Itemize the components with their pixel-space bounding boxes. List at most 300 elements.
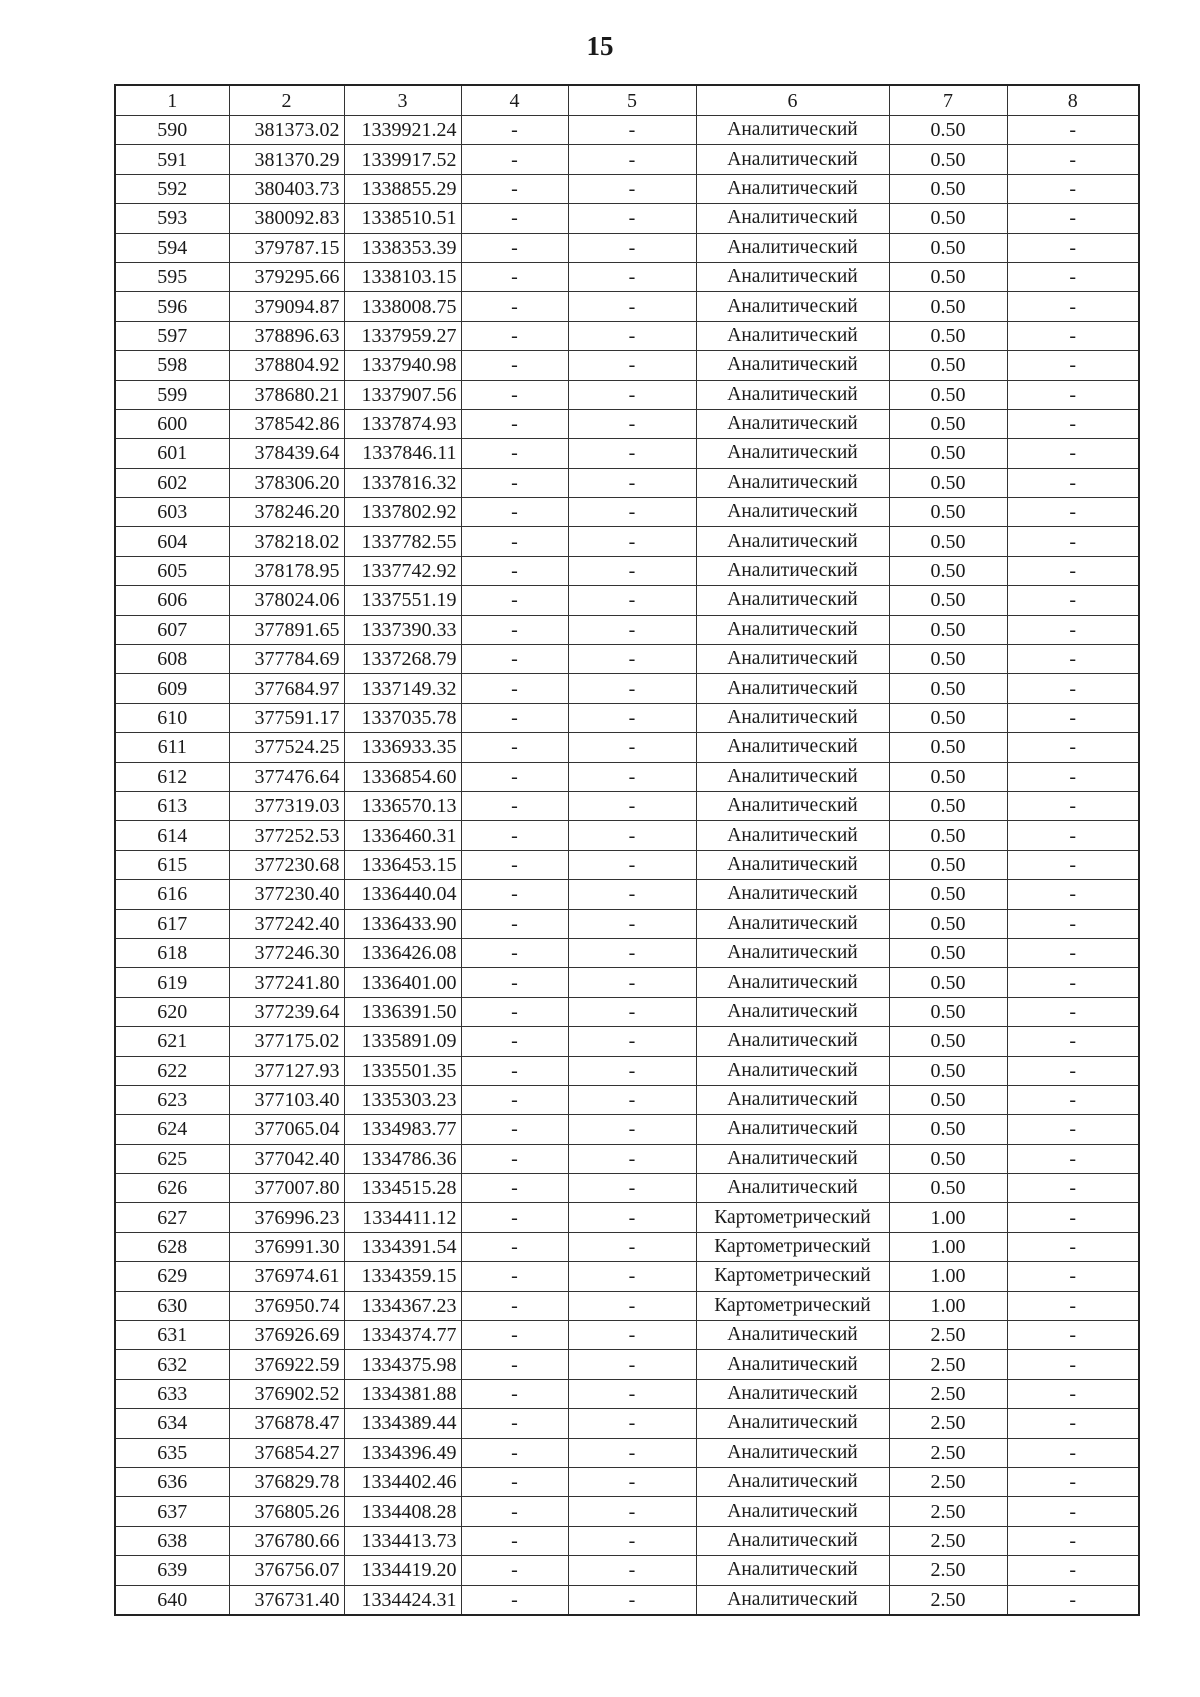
table-row bbox=[115, 880, 1139, 909]
coord-y-cell: 1338008.75 bbox=[344, 292, 461, 321]
accuracy-cell: 0.50 bbox=[889, 174, 1007, 203]
col-8-cell: - bbox=[1007, 615, 1139, 644]
coord-y-cell: 1337802.92 bbox=[344, 498, 461, 527]
col-8-cell: - bbox=[1007, 174, 1139, 203]
col-8-cell: - bbox=[1007, 527, 1139, 556]
coord-y-cell: 1337874.93 bbox=[344, 409, 461, 438]
method-cell: Аналитический bbox=[696, 1556, 889, 1585]
method-cell: Аналитический bbox=[696, 233, 889, 262]
accuracy-cell: 2.50 bbox=[889, 1321, 1007, 1350]
col-5-cell: - bbox=[568, 439, 696, 468]
accuracy-cell: 0.50 bbox=[889, 204, 1007, 233]
method-cell: Аналитический bbox=[696, 674, 889, 703]
point-number-cell: 639 bbox=[115, 1556, 229, 1585]
coord-x-cell: 377684.97 bbox=[229, 674, 344, 703]
col-4-cell: - bbox=[461, 1056, 568, 1085]
coord-x-cell: 376991.30 bbox=[229, 1232, 344, 1261]
table-row bbox=[115, 1085, 1139, 1114]
col-4-cell: - bbox=[461, 762, 568, 791]
accuracy-cell: 0.50 bbox=[889, 850, 1007, 879]
coord-x-cell: 377242.40 bbox=[229, 909, 344, 938]
table-row bbox=[115, 762, 1139, 791]
coord-y-cell: 1337940.98 bbox=[344, 351, 461, 380]
col-8-cell: - bbox=[1007, 1144, 1139, 1173]
col-5-cell: - bbox=[568, 791, 696, 820]
coord-x-cell: 377252.53 bbox=[229, 821, 344, 850]
coord-y-cell: 1337846.11 bbox=[344, 439, 461, 468]
point-number-cell: 595 bbox=[115, 262, 229, 291]
col-5-cell: - bbox=[568, 204, 696, 233]
coord-x-cell: 376974.61 bbox=[229, 1262, 344, 1291]
col-4-cell: - bbox=[461, 1556, 568, 1585]
accuracy-cell: 0.50 bbox=[889, 468, 1007, 497]
table-row bbox=[115, 733, 1139, 762]
accuracy-cell: 0.50 bbox=[889, 997, 1007, 1026]
method-cell: Аналитический bbox=[696, 527, 889, 556]
method-cell: Аналитический bbox=[696, 1115, 889, 1144]
table-row bbox=[115, 1467, 1139, 1496]
method-cell: Аналитический bbox=[696, 145, 889, 174]
col-4-cell: - bbox=[461, 880, 568, 909]
point-number-cell: 628 bbox=[115, 1232, 229, 1261]
col-5-cell: - bbox=[568, 703, 696, 732]
coord-x-cell: 377784.69 bbox=[229, 645, 344, 674]
accuracy-cell: 0.50 bbox=[889, 233, 1007, 262]
col-5-cell: - bbox=[568, 468, 696, 497]
table-row bbox=[115, 292, 1139, 321]
point-number-cell: 622 bbox=[115, 1056, 229, 1085]
point-number-cell: 623 bbox=[115, 1085, 229, 1114]
coord-y-cell: 1335303.23 bbox=[344, 1085, 461, 1114]
table-row bbox=[115, 938, 1139, 967]
coord-y-cell: 1337742.92 bbox=[344, 556, 461, 585]
col-5-cell: - bbox=[568, 380, 696, 409]
point-number-cell: 617 bbox=[115, 909, 229, 938]
point-number-cell: 592 bbox=[115, 174, 229, 203]
method-cell: Аналитический bbox=[696, 821, 889, 850]
coord-y-cell: 1337782.55 bbox=[344, 527, 461, 556]
table-row bbox=[115, 1144, 1139, 1173]
col-4-cell: - bbox=[461, 1144, 568, 1173]
method-cell: Аналитический bbox=[696, 262, 889, 291]
accuracy-cell: 0.50 bbox=[889, 674, 1007, 703]
col-5-cell: - bbox=[568, 409, 696, 438]
coord-x-cell: 378439.64 bbox=[229, 439, 344, 468]
accuracy-cell: 0.50 bbox=[889, 909, 1007, 938]
accuracy-cell: 0.50 bbox=[889, 938, 1007, 967]
col-8-cell: - bbox=[1007, 880, 1139, 909]
col-8-cell: - bbox=[1007, 586, 1139, 615]
method-cell: Аналитический bbox=[696, 409, 889, 438]
table-row bbox=[115, 703, 1139, 732]
col-4-cell: - bbox=[461, 1526, 568, 1555]
accuracy-cell: 0.50 bbox=[889, 439, 1007, 468]
coord-y-cell: 1336460.31 bbox=[344, 821, 461, 850]
method-cell: Аналитический bbox=[696, 1056, 889, 1085]
table-row bbox=[115, 821, 1139, 850]
method-cell: Аналитический bbox=[696, 880, 889, 909]
table-row bbox=[115, 909, 1139, 938]
point-number-cell: 625 bbox=[115, 1144, 229, 1173]
point-number-cell: 602 bbox=[115, 468, 229, 497]
coord-x-cell: 378542.86 bbox=[229, 409, 344, 438]
col-4-cell: - bbox=[461, 1438, 568, 1467]
col-8-cell: - bbox=[1007, 1350, 1139, 1379]
method-cell: Аналитический bbox=[696, 1085, 889, 1114]
col-5-cell: - bbox=[568, 1115, 696, 1144]
column-header-6: 6 bbox=[696, 85, 889, 116]
coord-y-cell: 1338855.29 bbox=[344, 174, 461, 203]
col-5-cell: - bbox=[568, 880, 696, 909]
col-8-cell: - bbox=[1007, 1467, 1139, 1496]
coord-x-cell: 376950.74 bbox=[229, 1291, 344, 1320]
accuracy-cell: 0.50 bbox=[889, 498, 1007, 527]
method-cell: Аналитический bbox=[696, 498, 889, 527]
method-cell: Аналитический bbox=[696, 292, 889, 321]
accuracy-cell: 1.00 bbox=[889, 1262, 1007, 1291]
table-row bbox=[115, 997, 1139, 1026]
col-5-cell: - bbox=[568, 1203, 696, 1232]
point-number-cell: 633 bbox=[115, 1379, 229, 1408]
point-number-cell: 637 bbox=[115, 1497, 229, 1526]
coord-y-cell: 1335501.35 bbox=[344, 1056, 461, 1085]
method-cell: Аналитический bbox=[696, 204, 889, 233]
method-cell: Аналитический bbox=[696, 174, 889, 203]
accuracy-cell: 0.50 bbox=[889, 733, 1007, 762]
table-row bbox=[115, 1585, 1139, 1615]
method-cell: Картометрический bbox=[696, 1232, 889, 1261]
column-header-7: 7 bbox=[889, 85, 1007, 116]
coord-y-cell: 1334359.15 bbox=[344, 1262, 461, 1291]
point-number-cell: 607 bbox=[115, 615, 229, 644]
accuracy-cell: 0.50 bbox=[889, 527, 1007, 556]
col-5-cell: - bbox=[568, 116, 696, 145]
method-cell: Аналитический bbox=[696, 733, 889, 762]
col-8-cell: - bbox=[1007, 791, 1139, 820]
accuracy-cell: 0.50 bbox=[889, 409, 1007, 438]
coord-x-cell: 381370.29 bbox=[229, 145, 344, 174]
col-4-cell: - bbox=[461, 527, 568, 556]
method-cell: Аналитический bbox=[696, 1467, 889, 1496]
col-5-cell: - bbox=[568, 1497, 696, 1526]
col-5-cell: - bbox=[568, 850, 696, 879]
table-row bbox=[115, 233, 1139, 262]
col-4-cell: - bbox=[461, 821, 568, 850]
accuracy-cell: 2.50 bbox=[889, 1438, 1007, 1467]
point-number-cell: 596 bbox=[115, 292, 229, 321]
accuracy-cell: 0.50 bbox=[889, 1085, 1007, 1114]
column-header-8: 8 bbox=[1007, 85, 1139, 116]
method-cell: Аналитический bbox=[696, 1321, 889, 1350]
accuracy-cell: 1.00 bbox=[889, 1291, 1007, 1320]
table-row bbox=[115, 1438, 1139, 1467]
point-number-cell: 629 bbox=[115, 1262, 229, 1291]
coord-y-cell: 1337816.32 bbox=[344, 468, 461, 497]
coord-x-cell: 376756.07 bbox=[229, 1556, 344, 1585]
point-number-cell: 640 bbox=[115, 1585, 229, 1615]
coord-x-cell: 376922.59 bbox=[229, 1350, 344, 1379]
table-row bbox=[115, 1526, 1139, 1555]
col-4-cell: - bbox=[461, 1115, 568, 1144]
table-row bbox=[115, 1262, 1139, 1291]
col-4-cell: - bbox=[461, 938, 568, 967]
method-cell: Аналитический bbox=[696, 1409, 889, 1438]
accuracy-cell: 0.50 bbox=[889, 321, 1007, 350]
accuracy-cell: 0.50 bbox=[889, 351, 1007, 380]
accuracy-cell: 0.50 bbox=[889, 821, 1007, 850]
table-row bbox=[115, 586, 1139, 615]
coord-x-cell: 379295.66 bbox=[229, 262, 344, 291]
coord-y-cell: 1338510.51 bbox=[344, 204, 461, 233]
table-row bbox=[115, 145, 1139, 174]
col-4-cell: - bbox=[461, 1027, 568, 1056]
col-4-cell: - bbox=[461, 586, 568, 615]
coord-x-cell: 376829.78 bbox=[229, 1467, 344, 1496]
col-4-cell: - bbox=[461, 321, 568, 350]
col-8-cell: - bbox=[1007, 1262, 1139, 1291]
col-8-cell: - bbox=[1007, 1027, 1139, 1056]
table-row bbox=[115, 380, 1139, 409]
coord-y-cell: 1338103.15 bbox=[344, 262, 461, 291]
accuracy-cell: 0.50 bbox=[889, 1056, 1007, 1085]
col-5-cell: - bbox=[568, 1438, 696, 1467]
col-5-cell: - bbox=[568, 262, 696, 291]
point-number-cell: 610 bbox=[115, 703, 229, 732]
method-cell: Картометрический bbox=[696, 1203, 889, 1232]
point-number-cell: 631 bbox=[115, 1321, 229, 1350]
table-row bbox=[115, 1174, 1139, 1203]
point-number-cell: 609 bbox=[115, 674, 229, 703]
col-8-cell: - bbox=[1007, 1203, 1139, 1232]
col-5-cell: - bbox=[568, 1585, 696, 1615]
point-number-cell: 627 bbox=[115, 1203, 229, 1232]
coord-y-cell: 1337268.79 bbox=[344, 645, 461, 674]
coord-x-cell: 377524.25 bbox=[229, 733, 344, 762]
col-4-cell: - bbox=[461, 1203, 568, 1232]
col-5-cell: - bbox=[568, 321, 696, 350]
method-cell: Картометрический bbox=[696, 1291, 889, 1320]
col-8-cell: - bbox=[1007, 1409, 1139, 1438]
col-5-cell: - bbox=[568, 174, 696, 203]
accuracy-cell: 0.50 bbox=[889, 645, 1007, 674]
coord-x-cell: 377042.40 bbox=[229, 1144, 344, 1173]
col-5-cell: - bbox=[568, 1144, 696, 1173]
coord-x-cell: 377175.02 bbox=[229, 1027, 344, 1056]
col-8-cell: - bbox=[1007, 556, 1139, 585]
method-cell: Аналитический bbox=[696, 938, 889, 967]
method-cell: Аналитический bbox=[696, 703, 889, 732]
table-row bbox=[115, 262, 1139, 291]
point-number-cell: 593 bbox=[115, 204, 229, 233]
accuracy-cell: 1.00 bbox=[889, 1203, 1007, 1232]
col-5-cell: - bbox=[568, 733, 696, 762]
coord-y-cell: 1336440.04 bbox=[344, 880, 461, 909]
point-number-cell: 605 bbox=[115, 556, 229, 585]
col-4-cell: - bbox=[461, 1232, 568, 1261]
col-8-cell: - bbox=[1007, 909, 1139, 938]
coord-x-cell: 380092.83 bbox=[229, 204, 344, 233]
accuracy-cell: 2.50 bbox=[889, 1585, 1007, 1615]
table-row bbox=[115, 498, 1139, 527]
column-header-1: 1 bbox=[115, 85, 229, 116]
col-8-cell: - bbox=[1007, 351, 1139, 380]
col-8-cell: - bbox=[1007, 1115, 1139, 1144]
accuracy-cell: 0.50 bbox=[889, 791, 1007, 820]
col-8-cell: - bbox=[1007, 1291, 1139, 1320]
col-4-cell: - bbox=[461, 1291, 568, 1320]
coord-x-cell: 377476.64 bbox=[229, 762, 344, 791]
col-8-cell: - bbox=[1007, 321, 1139, 350]
method-cell: Аналитический bbox=[696, 1350, 889, 1379]
coord-y-cell: 1336426.08 bbox=[344, 938, 461, 967]
coord-x-cell: 378024.06 bbox=[229, 586, 344, 615]
table-row bbox=[115, 1027, 1139, 1056]
coord-y-cell: 1334413.73 bbox=[344, 1526, 461, 1555]
table-row bbox=[115, 1497, 1139, 1526]
coord-y-cell: 1338353.39 bbox=[344, 233, 461, 262]
point-number-cell: 616 bbox=[115, 880, 229, 909]
col-4-cell: - bbox=[461, 351, 568, 380]
col-8-cell: - bbox=[1007, 997, 1139, 1026]
method-cell: Аналитический bbox=[696, 850, 889, 879]
coord-x-cell: 378178.95 bbox=[229, 556, 344, 585]
coord-y-cell: 1336453.15 bbox=[344, 850, 461, 879]
point-number-cell: 590 bbox=[115, 116, 229, 145]
coord-y-cell: 1337390.33 bbox=[344, 615, 461, 644]
col-8-cell: - bbox=[1007, 674, 1139, 703]
accuracy-cell: 0.50 bbox=[889, 292, 1007, 321]
col-8-cell: - bbox=[1007, 968, 1139, 997]
method-cell: Аналитический bbox=[696, 615, 889, 644]
col-5-cell: - bbox=[568, 615, 696, 644]
accuracy-cell: 0.50 bbox=[889, 262, 1007, 291]
point-number-cell: 626 bbox=[115, 1174, 229, 1203]
col-4-cell: - bbox=[461, 791, 568, 820]
col-4-cell: - bbox=[461, 645, 568, 674]
col-5-cell: - bbox=[568, 233, 696, 262]
point-number-cell: 615 bbox=[115, 850, 229, 879]
method-cell: Аналитический bbox=[696, 1438, 889, 1467]
coord-y-cell: 1336570.13 bbox=[344, 791, 461, 820]
accuracy-cell: 2.50 bbox=[889, 1556, 1007, 1585]
col-4-cell: - bbox=[461, 1585, 568, 1615]
table-row bbox=[115, 321, 1139, 350]
coord-x-cell: 378218.02 bbox=[229, 527, 344, 556]
coord-y-cell: 1337035.78 bbox=[344, 703, 461, 732]
coord-y-cell: 1336854.60 bbox=[344, 762, 461, 791]
table-row bbox=[115, 468, 1139, 497]
method-cell: Аналитический bbox=[696, 439, 889, 468]
accuracy-cell: 0.50 bbox=[889, 1115, 1007, 1144]
col-8-cell: - bbox=[1007, 762, 1139, 791]
col-8-cell: - bbox=[1007, 1321, 1139, 1350]
col-4-cell: - bbox=[461, 556, 568, 585]
table-row bbox=[115, 1232, 1139, 1261]
accuracy-cell: 2.50 bbox=[889, 1467, 1007, 1496]
accuracy-cell: 0.50 bbox=[889, 968, 1007, 997]
col-8-cell: - bbox=[1007, 439, 1139, 468]
point-number-cell: 594 bbox=[115, 233, 229, 262]
accuracy-cell: 0.50 bbox=[889, 1027, 1007, 1056]
col-4-cell: - bbox=[461, 1174, 568, 1203]
col-4-cell: - bbox=[461, 1497, 568, 1526]
col-5-cell: - bbox=[568, 1379, 696, 1408]
col-8-cell: - bbox=[1007, 1556, 1139, 1585]
method-cell: Аналитический bbox=[696, 1585, 889, 1615]
point-number-cell: 621 bbox=[115, 1027, 229, 1056]
point-number-cell: 614 bbox=[115, 821, 229, 850]
page-number: 15 bbox=[586, 31, 614, 61]
coord-x-cell: 377065.04 bbox=[229, 1115, 344, 1144]
accuracy-cell: 0.50 bbox=[889, 586, 1007, 615]
col-4-cell: - bbox=[461, 1321, 568, 1350]
col-5-cell: - bbox=[568, 1321, 696, 1350]
col-4-cell: - bbox=[461, 997, 568, 1026]
point-number-cell: 638 bbox=[115, 1526, 229, 1555]
accuracy-cell: 0.50 bbox=[889, 1144, 1007, 1173]
accuracy-cell: 2.50 bbox=[889, 1497, 1007, 1526]
accuracy-cell: 1.00 bbox=[889, 1232, 1007, 1261]
col-8-cell: - bbox=[1007, 380, 1139, 409]
point-number-cell: 636 bbox=[115, 1467, 229, 1496]
col-5-cell: - bbox=[568, 351, 696, 380]
point-number-cell: 613 bbox=[115, 791, 229, 820]
col-4-cell: - bbox=[461, 204, 568, 233]
coord-x-cell: 376731.40 bbox=[229, 1585, 344, 1615]
table-row bbox=[115, 645, 1139, 674]
coord-y-cell: 1337907.56 bbox=[344, 380, 461, 409]
point-number-cell: 591 bbox=[115, 145, 229, 174]
col-4-cell: - bbox=[461, 733, 568, 762]
table-row bbox=[115, 1409, 1139, 1438]
col-4-cell: - bbox=[461, 498, 568, 527]
col-8-cell: - bbox=[1007, 733, 1139, 762]
col-5-cell: - bbox=[568, 1409, 696, 1438]
coord-x-cell: 379094.87 bbox=[229, 292, 344, 321]
coord-y-cell: 1337551.19 bbox=[344, 586, 461, 615]
table-row bbox=[115, 439, 1139, 468]
col-4-cell: - bbox=[461, 116, 568, 145]
table-row bbox=[115, 527, 1139, 556]
col-4-cell: - bbox=[461, 674, 568, 703]
table-row bbox=[115, 674, 1139, 703]
coord-x-cell: 376878.47 bbox=[229, 1409, 344, 1438]
col-4-cell: - bbox=[461, 1350, 568, 1379]
coord-y-cell: 1337959.27 bbox=[344, 321, 461, 350]
coord-y-cell: 1336933.35 bbox=[344, 733, 461, 762]
col-8-cell: - bbox=[1007, 645, 1139, 674]
col-4-cell: - bbox=[461, 1085, 568, 1114]
coord-y-cell: 1334424.31 bbox=[344, 1585, 461, 1615]
col-5-cell: - bbox=[568, 1291, 696, 1320]
col-5-cell: - bbox=[568, 997, 696, 1026]
col-4-cell: - bbox=[461, 615, 568, 644]
table-row bbox=[115, 850, 1139, 879]
col-8-cell: - bbox=[1007, 1438, 1139, 1467]
table-row bbox=[115, 1291, 1139, 1320]
coord-y-cell: 1334411.12 bbox=[344, 1203, 461, 1232]
column-header-3: 3 bbox=[344, 85, 461, 116]
col-8-cell: - bbox=[1007, 468, 1139, 497]
coord-x-cell: 377241.80 bbox=[229, 968, 344, 997]
accuracy-cell: 0.50 bbox=[889, 1174, 1007, 1203]
coord-y-cell: 1339921.24 bbox=[344, 116, 461, 145]
col-5-cell: - bbox=[568, 1350, 696, 1379]
point-number-cell: 612 bbox=[115, 762, 229, 791]
coord-y-cell: 1336391.50 bbox=[344, 997, 461, 1026]
column-header-2: 2 bbox=[229, 85, 344, 116]
coord-x-cell: 377239.64 bbox=[229, 997, 344, 1026]
